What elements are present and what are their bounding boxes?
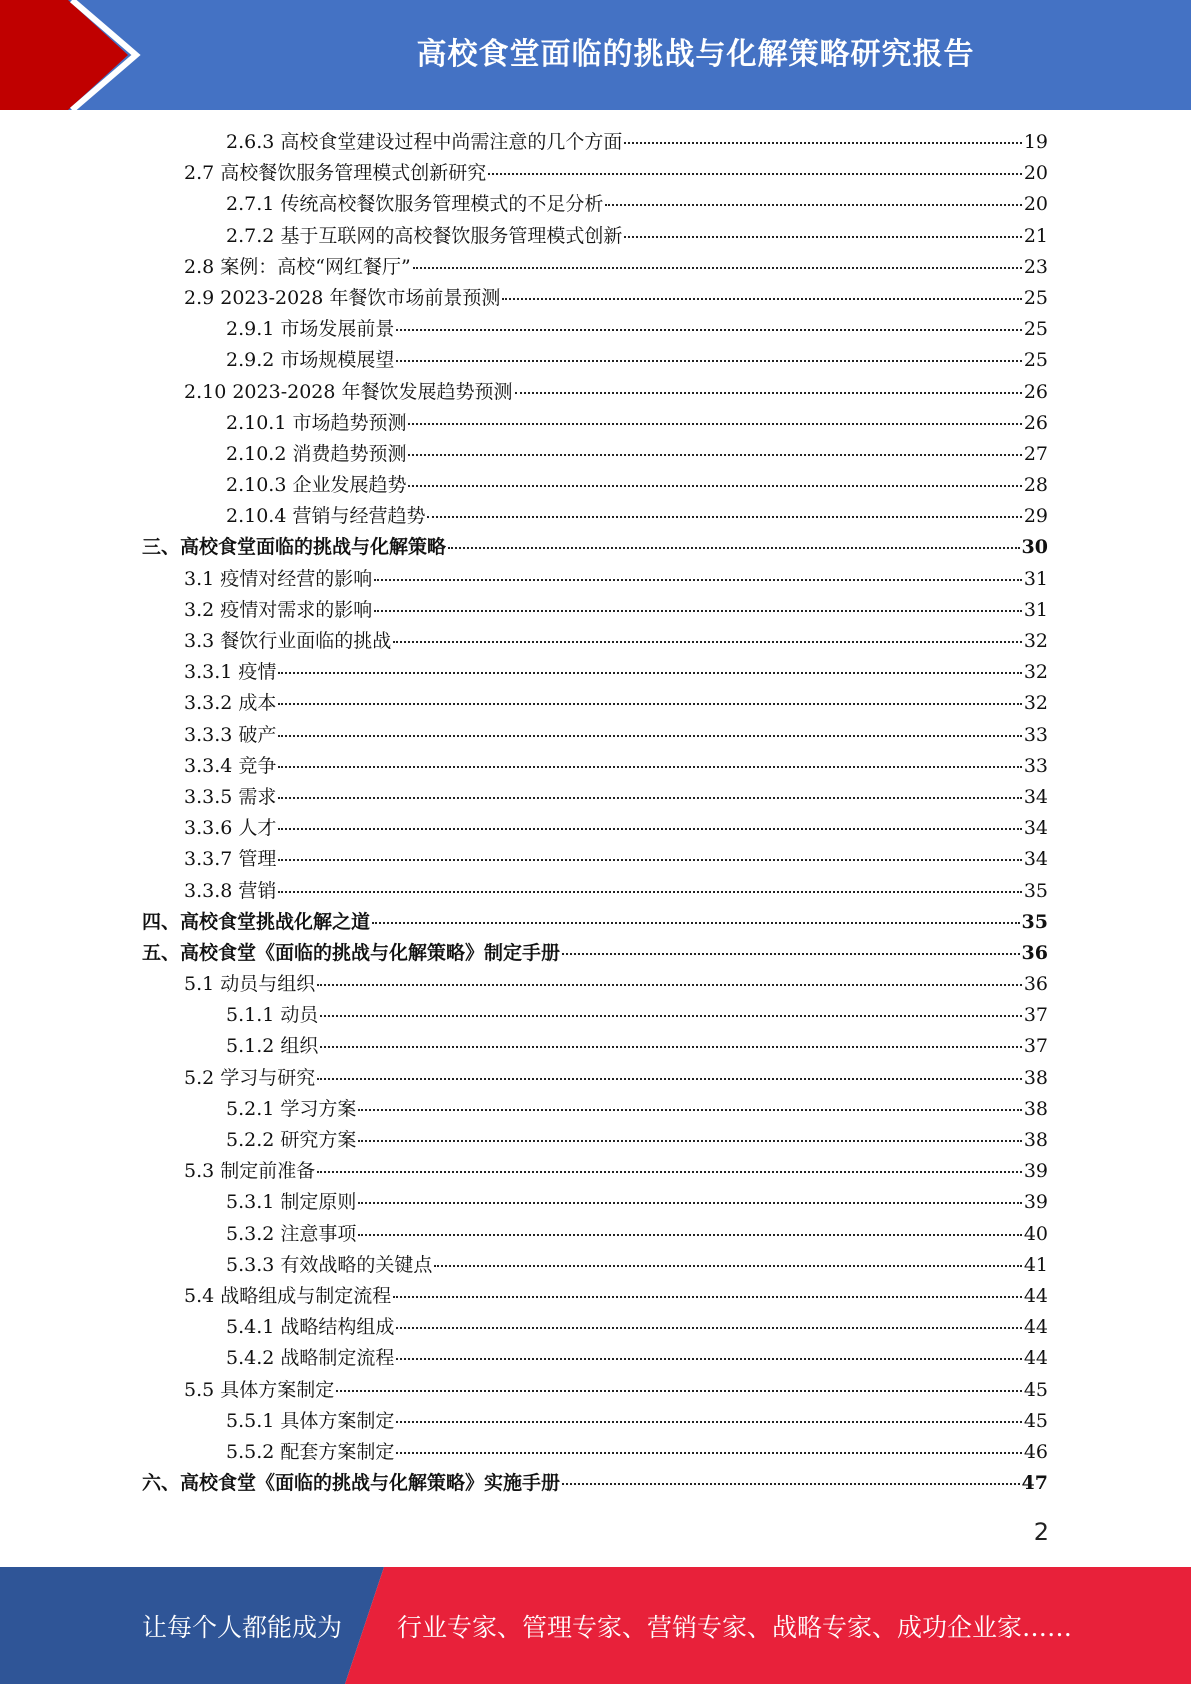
toc-entry[interactable]: [142, 1031, 1048, 1062]
dot-leader: [278, 735, 1021, 737]
dot-leader: [393, 641, 1022, 643]
header-chevron-icon: [0, 0, 160, 110]
toc-entry-title: 3.3.5 需求: [184, 785, 277, 808]
toc-entry[interactable]: [142, 595, 1048, 626]
toc-entry-title: 3.3.7 管理: [184, 848, 277, 871]
toc-entry-title: 2.9.1 市场发展前景: [226, 318, 395, 341]
toc-entry-title: 3.3.3 破产: [184, 723, 277, 746]
dot-leader: [358, 1202, 1021, 1204]
toc-entry-page: 46: [1023, 1440, 1048, 1463]
toc-entry-page: 39: [1023, 1160, 1048, 1183]
toc-entry-page: 20: [1023, 162, 1048, 185]
document-title: 高校食堂面临的挑战与化解策略研究报告: [416, 37, 975, 72]
toc-entry-title: 2.7.2 基于互联网的高校餐饮服务管理模式创新: [226, 224, 623, 247]
toc-entry[interactable]: [142, 1468, 1048, 1499]
dot-leader: [396, 1358, 1021, 1360]
dot-leader: [278, 859, 1021, 861]
toc-entry-page: 25: [1023, 286, 1048, 309]
dot-leader: [320, 1015, 1021, 1017]
toc-entry-title: 2.10.3 企业发展趋势: [226, 474, 407, 497]
toc-entry-title: 5.5.2 配套方案制定: [226, 1440, 395, 1463]
toc-entry-title: 2.8 案例：高校“网红餐厅”: [184, 255, 411, 278]
toc-entry[interactable]: [142, 1187, 1048, 1218]
table-of-contents: [142, 127, 1048, 1499]
toc-entry[interactable]: [142, 221, 1048, 252]
toc-entry-page: 35: [1023, 879, 1048, 902]
dot-leader: [278, 797, 1021, 799]
toc-entry-page: 31: [1023, 598, 1048, 621]
toc-entry[interactable]: [142, 283, 1048, 314]
toc-entry-page: 36: [1021, 941, 1048, 964]
toc-entry[interactable]: [142, 1437, 1048, 1468]
dot-leader: [336, 1390, 1022, 1392]
toc-entry[interactable]: [142, 408, 1048, 439]
footer-slogan-right: 行业专家、管理专家、营销专家、战略专家、成功企业家……: [397, 1612, 1073, 1642]
toc-entry-title: 3.3.1 疫情: [184, 661, 277, 684]
dot-leader: [408, 485, 1021, 487]
toc-entry-title: 五、高校食堂《面临的挑战与化解策略》制定手册: [142, 941, 561, 964]
toc-entry-title: 5.3 制定前准备: [184, 1160, 316, 1183]
toc-entry[interactable]: [142, 158, 1048, 189]
toc-entry[interactable]: [142, 907, 1048, 938]
toc-entry[interactable]: [142, 1250, 1048, 1281]
toc-entry-title: 2.10.4 营销与经营趋势: [226, 505, 426, 528]
toc-entry-title: 5.5 具体方案制定: [184, 1378, 335, 1401]
toc-entry[interactable]: [142, 501, 1048, 532]
toc-entry[interactable]: [142, 720, 1048, 751]
toc-entry-page: 39: [1023, 1191, 1048, 1214]
toc-entry[interactable]: [142, 1343, 1048, 1374]
dot-leader: [317, 1171, 1022, 1173]
toc-entry[interactable]: [142, 1125, 1048, 1156]
dot-leader: [427, 516, 1021, 518]
toc-entry-page: 47: [1021, 1472, 1048, 1495]
toc-entry-page: 40: [1023, 1222, 1048, 1245]
toc-entry-page: 36: [1023, 973, 1048, 996]
dot-leader: [624, 142, 1021, 144]
toc-entry-title: 5.1.2 组织: [226, 1035, 319, 1058]
toc-entry-title: 5.1.1 动员: [226, 1004, 319, 1027]
toc-entry-page: 41: [1023, 1253, 1048, 1276]
toc-entry-title: 5.2 学习与研究: [184, 1066, 316, 1089]
toc-entry-title: 六、高校食堂《面临的挑战与化解策略》实施手册: [142, 1472, 561, 1495]
dot-leader: [408, 423, 1021, 425]
toc-entry-page: 33: [1023, 723, 1048, 746]
toc-entry-title: 3.3.8 营销: [184, 879, 277, 902]
toc-entry-page: 32: [1023, 661, 1048, 684]
dot-leader: [317, 1078, 1022, 1080]
dot-leader: [278, 891, 1021, 893]
toc-entry[interactable]: [142, 1375, 1048, 1406]
toc-entry-title: 2.7.1 传统高校餐饮服务管理模式的不足分析: [226, 193, 604, 216]
toc-entry-page: 45: [1023, 1409, 1048, 1432]
dot-leader: [358, 1140, 1021, 1142]
toc-entry[interactable]: [142, 564, 1048, 595]
footer-slogan-left: 让每个人都能成为: [142, 1612, 343, 1642]
toc-entry-page: 37: [1023, 1035, 1048, 1058]
dot-leader: [434, 1265, 1021, 1267]
dot-leader: [317, 984, 1022, 986]
toc-entry-page: 37: [1023, 1004, 1048, 1027]
toc-entry[interactable]: [142, 688, 1048, 719]
dot-leader: [320, 1046, 1021, 1048]
toc-entry-title: 3.2 疫情对需求的影响: [184, 598, 373, 621]
toc-entry[interactable]: [142, 657, 1048, 688]
toc-entry-title: 5.4.1 战略结构组成: [226, 1316, 395, 1339]
toc-entry-title: 5.4.2 战略制定流程: [226, 1347, 395, 1370]
toc-entry-title: 5.3.2 注意事项: [226, 1222, 357, 1245]
dot-leader: [396, 1327, 1021, 1329]
dot-leader: [515, 392, 1022, 394]
toc-entry-page: 38: [1023, 1097, 1048, 1120]
page-header: [0, 0, 1191, 110]
toc-entry[interactable]: [142, 189, 1048, 220]
dot-leader: [278, 672, 1021, 674]
toc-entry-title: 5.5.1 具体方案制定: [226, 1409, 395, 1432]
toc-entry-page: 34: [1023, 848, 1048, 871]
dot-leader: [502, 298, 1021, 300]
dot-leader: [396, 329, 1021, 331]
toc-entry-page: 32: [1023, 630, 1048, 652]
toc-entry[interactable]: [142, 1094, 1048, 1125]
toc-entry-title: 3.3.6 人才: [184, 817, 277, 840]
dot-leader: [488, 173, 1022, 175]
toc-entry[interactable]: [142, 813, 1048, 844]
dot-leader: [448, 547, 1020, 549]
toc-entry-title: 2.9 2023-2028 年餐饮市场前景预测: [184, 286, 501, 309]
page-number: 2: [1033, 1518, 1049, 1546]
toc-entry-title: 3.3 餐饮行业面临的挑战: [184, 630, 392, 652]
toc-entry-title: 2.7 高校餐饮服务管理模式创新研究: [184, 162, 487, 185]
toc-entry[interactable]: [142, 1219, 1048, 1250]
toc-entry-title: 5.1 动员与组织: [184, 973, 316, 996]
toc-entry[interactable]: [142, 345, 1048, 376]
dot-leader: [372, 922, 1020, 924]
dot-leader: [278, 766, 1021, 768]
toc-entry[interactable]: [142, 938, 1048, 969]
dot-leader: [562, 1483, 1020, 1485]
dot-leader: [562, 953, 1020, 955]
dot-leader: [396, 1421, 1021, 1423]
toc-entry-page: 45: [1023, 1378, 1048, 1401]
toc-entry-page: 34: [1023, 817, 1048, 840]
toc-entry[interactable]: [142, 844, 1048, 875]
toc-entry-title: 3.1 疫情对经营的影响: [184, 567, 373, 590]
toc-entry[interactable]: [142, 470, 1048, 501]
dot-leader: [358, 1109, 1021, 1111]
toc-entry-title: 5.3.1 制定原则: [226, 1191, 357, 1214]
toc-entry-title: 2.10.2 消费趋势预测: [226, 442, 407, 465]
toc-entry[interactable]: [142, 969, 1048, 1000]
toc-entry[interactable]: [142, 439, 1048, 470]
toc-entry[interactable]: [142, 252, 1048, 283]
toc-entry-page: 33: [1023, 754, 1048, 777]
toc-entry-title: 2.10 2023-2028 年餐饮发展趋势预测: [184, 380, 513, 403]
toc-entry[interactable]: [142, 1312, 1048, 1343]
toc-entry-title: 三、高校食堂面临的挑战与化解策略: [142, 536, 447, 559]
toc-entry-page: 44: [1023, 1316, 1048, 1339]
toc-entry-page: 19: [1023, 131, 1048, 153]
dot-leader: [624, 236, 1021, 238]
toc-entry-title: 5.2.2 研究方案: [226, 1129, 357, 1151]
toc-entry[interactable]: [142, 782, 1048, 813]
toc-entry[interactable]: [142, 1000, 1048, 1031]
toc-entry-title: 四、高校食堂挑战化解之道: [142, 910, 371, 933]
dot-leader: [374, 579, 1022, 581]
toc-entry[interactable]: [142, 751, 1048, 782]
toc-entry-page: 44: [1023, 1347, 1048, 1370]
toc-entry[interactable]: [142, 377, 1048, 408]
toc-entry[interactable]: [142, 1281, 1048, 1312]
toc-entry-page: 25: [1023, 318, 1048, 341]
toc-entry-title: 3.3.2 成本: [184, 692, 277, 715]
toc-entry-title: 2.10.1 市场趋势预测: [226, 411, 407, 434]
toc-entry-page: 23: [1023, 255, 1048, 278]
toc-entry-title: 2.9.2 市场规模展望: [226, 349, 395, 372]
toc-entry-page: 30: [1021, 536, 1048, 559]
dot-leader: [278, 703, 1021, 705]
toc-entry-title: 5.2.1 学习方案: [226, 1097, 357, 1120]
dot-leader: [278, 828, 1021, 830]
toc-entry-page: 32: [1023, 692, 1048, 715]
toc-entry-page: 25: [1023, 349, 1048, 372]
page-footer: [0, 1567, 1191, 1684]
toc-entry-title: 5.4 战略组成与制定流程: [184, 1284, 392, 1307]
toc-entry-title: 3.3.4 竞争: [184, 754, 277, 777]
dot-leader: [408, 454, 1021, 456]
toc-entry-title: 5.3.3 有效战略的关键点: [226, 1253, 433, 1276]
dot-leader: [396, 1452, 1021, 1454]
toc-entry-page: 28: [1023, 474, 1048, 497]
dot-leader: [358, 1234, 1021, 1236]
toc-entry-page: 29: [1023, 505, 1048, 528]
dot-leader: [374, 610, 1022, 612]
toc-entry-page: 38: [1023, 1129, 1048, 1151]
toc-entry[interactable]: [142, 127, 1048, 158]
toc-entry-page: 26: [1023, 411, 1048, 434]
toc-entry-page: 44: [1023, 1284, 1048, 1307]
dot-leader: [413, 267, 1022, 269]
toc-entry[interactable]: [142, 532, 1048, 563]
toc-entry-page: 38: [1023, 1066, 1048, 1089]
toc-entry[interactable]: [142, 1063, 1048, 1094]
toc-entry[interactable]: [142, 314, 1048, 345]
toc-entry-page: 31: [1023, 567, 1048, 590]
toc-entry-page: 27: [1023, 442, 1048, 465]
toc-entry[interactable]: [142, 1406, 1048, 1437]
toc-entry-page: 20: [1023, 193, 1048, 216]
toc-entry-page: 26: [1023, 380, 1048, 403]
toc-entry-title: 2.6.3 高校食堂建设过程中尚需注意的几个方面: [226, 131, 623, 153]
toc-entry-page: 35: [1021, 910, 1048, 933]
toc-entry[interactable]: [142, 876, 1048, 907]
dot-leader: [393, 1296, 1022, 1298]
toc-entry-page: 34: [1023, 785, 1048, 808]
toc-entry[interactable]: [142, 626, 1048, 657]
dot-leader: [605, 204, 1021, 206]
toc-entry-page: 21: [1023, 224, 1048, 247]
dot-leader: [396, 360, 1021, 362]
toc-entry[interactable]: [142, 1156, 1048, 1187]
